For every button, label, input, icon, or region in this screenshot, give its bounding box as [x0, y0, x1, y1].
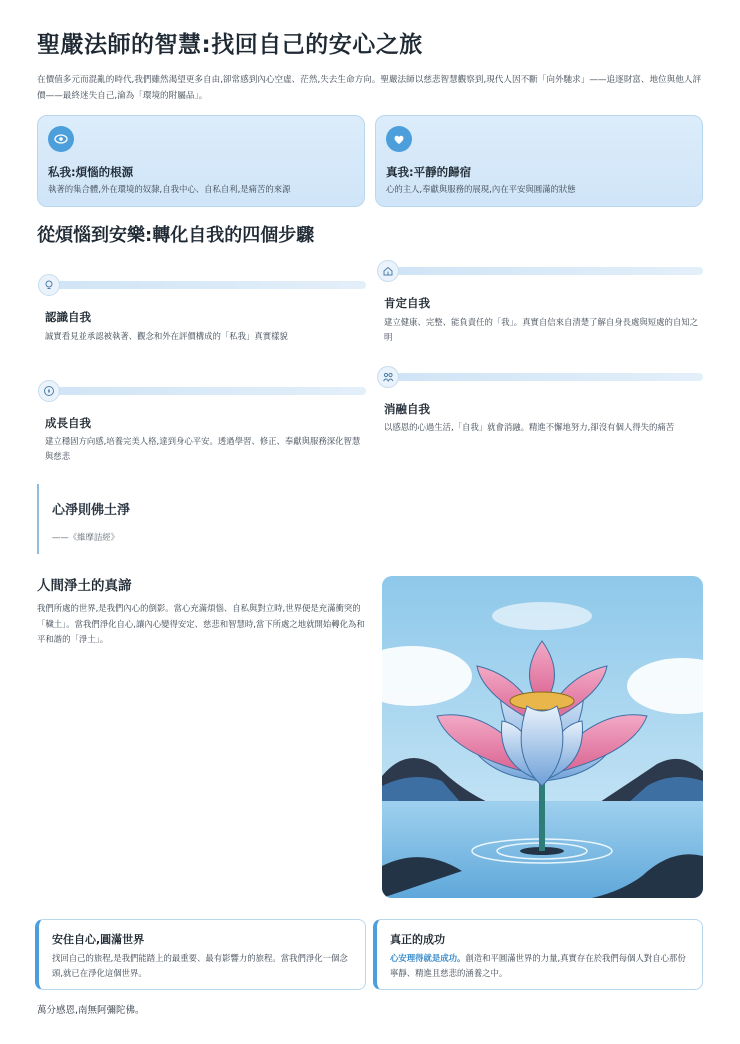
pure-land-text: 我們所處的世界,是我們內心的倒影。當心充滿煩惱、自私與對立時,世界便是充滿衝突的「穢土」。當我們淨化自心,讓內心變得安定、慈悲和智慧時,當下所處之地就開始轉化為和平和諧的「淨土」。 [37, 603, 365, 644]
people-dove-icon [377, 366, 399, 388]
box-settle-mind [35, 919, 366, 990]
box-title: 安住自心,圓滿世界 [52, 933, 145, 946]
box-highlight: 心安理得就是成功。 [390, 953, 466, 963]
intro-paragraph: 在價值多元而混亂的時代,我們雖然渴望更多自由,卻常感到內心空虛、茫然,失去生命方向。聖嚴法師以慈悲智慧觀察到,現代人因不斷「向外馳求」——追逐財富、地位與他人評價——最終迷失自己,淪為「環境的附屬品」。 [37, 75, 702, 101]
closing-text: 萬分感恩,南無阿彌陀佛。 [37, 1005, 145, 1016]
quote-accent-line [37, 484, 39, 554]
card-title: 私我:煩惱的根源 [48, 165, 134, 179]
step-title: 成長自我 [45, 416, 91, 430]
box-title: 真正的成功 [390, 933, 445, 946]
card-text: 心的主人,奉獻與服務的展現,內在平安與圓滿的狀態 [386, 184, 576, 194]
step-title: 消融自我 [384, 402, 430, 416]
step-title: 肯定自我 [384, 296, 430, 310]
step-text: 建立穩固方向感,培養完美人格,達到身心平安。透過學習、修正、奉獻與服務深化智慧與慈悲 [45, 436, 361, 461]
compass-icon [38, 380, 60, 402]
lightbulb-icon [38, 274, 60, 296]
card-true-self [375, 115, 703, 207]
box-text [390, 951, 690, 981]
box-true-success [373, 919, 703, 990]
box-body: 創造和平圓滿世界的力量,真實存在於我們每個人對自心那份寧靜、精進且慈悲的涵養之中。 [390, 953, 686, 978]
step-text: 以感恩的心過生活,「自我」就會消融。精進不懈地努力,卻沒有個人得失的痛苦 [384, 422, 675, 432]
step-title: 認識自我 [45, 310, 91, 324]
steps-heading: 從煩惱到安樂:轉化自我的四個步驟 [37, 225, 315, 246]
step-text: 誠實看見並承認被執著、觀念和外在評價構成的「私我」真實樣貌 [45, 331, 288, 341]
card-title: 真我:平靜的歸宿 [386, 165, 472, 179]
page-title: 聖嚴法師的智慧:找回自己的安心之旅 [37, 32, 423, 58]
box-text: 找回自己的旅程,是我們能踏上的最重要、最有影響力的旅程。當我們淨化一個念頭,就已在淨化這個世界。 [52, 953, 348, 978]
step-text: 建立健康、完整、能負責任的「我」。真實自信來自清楚了解自身長處與短處的自知之明 [384, 317, 699, 342]
lotus-illustration [382, 576, 703, 898]
card-private-self [37, 115, 365, 207]
house-sprout-icon [377, 260, 399, 282]
pure-land-title: 人間淨土的真諦 [37, 578, 132, 594]
eye-icon [48, 126, 74, 152]
heart-hands-icon [386, 126, 412, 152]
quote-text: 心淨則佛土淨 [52, 503, 131, 518]
quote-source: ——《維摩詰經》 [52, 532, 119, 542]
card-text: 執著的集合體,外在環境的奴隸,自我中心、自私自利,是痛苦的來源 [48, 184, 291, 194]
